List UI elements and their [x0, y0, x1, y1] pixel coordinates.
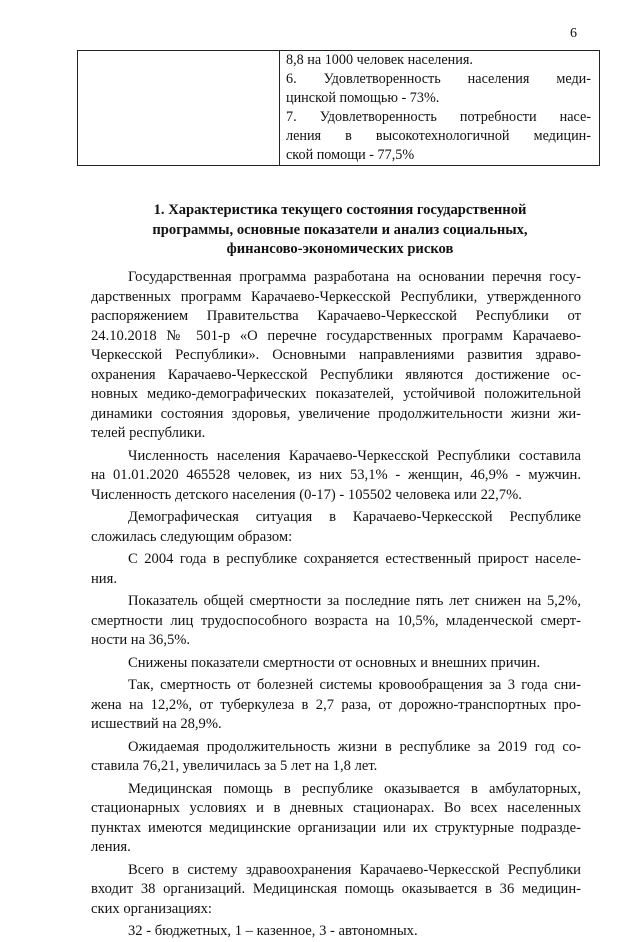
paragraph-line: входит 38 организаций. Медицинская помощь оказывается в 36 медицин-	[91, 881, 581, 897]
paragraph-line: распоряжением Правительства Карачаево-Черкесской Республики от	[91, 308, 581, 324]
paragraph-line: Всего в систему здравоохранения Карачаево-Черкесской Республики	[128, 861, 581, 878]
table-cell-line: 6. Удовлетворенность населения меди-	[286, 71, 591, 87]
paragraph	[91, 508, 581, 547]
paragraph-line: Численность детского населения (0-17) - 105502 человека или 22,7%.	[91, 486, 522, 503]
paragraph-line: Черкесской Республики». Основными направлениями развития здраво-	[91, 347, 581, 363]
paragraph	[91, 738, 581, 777]
section-title-line: программы, основные показатели и анализ социальных,	[152, 221, 528, 238]
continuation-table	[77, 50, 600, 166]
paragraph-line: 24.10.2018 № 501-р «О перечне государственных программ Карачаево-	[91, 327, 581, 344]
paragraph-line: Государственная программа разработана на основании перечня госу-	[128, 269, 581, 285]
body-text	[91, 268, 581, 942]
paragraph-line: на 01.01.2020 465528 человек, из них 53,1% - женщин, 46,9% - мужчин.	[91, 467, 581, 483]
paragraph-line: стационарных условиях и в дневных стационарах. Во всех населенных	[91, 800, 581, 816]
paragraph-line: Ожидаемая продолжительность жизни в республике за 2019 год со-	[128, 738, 581, 755]
paragraph-line: Численность населения Карачаево-Черкесской Республики составила	[128, 447, 581, 464]
paragraph-line: новных медико-демографических показателей, устойчивой положительной	[91, 386, 581, 402]
paragraph-line: охранения Карачаево-Черкесской Республики являются достижение ос-	[91, 366, 581, 383]
page-number: 6	[570, 26, 577, 41]
paragraph	[91, 268, 581, 444]
paragraph-line: Показатель общей смертности за последние пять лет снижен на 5,2%,	[128, 593, 581, 609]
table-cell-line: ской помощи - 77,5%	[286, 147, 415, 163]
paragraph	[91, 447, 581, 506]
paragraph-line: пунктах имеются медицинские организации или их структурные подразде-	[91, 819, 581, 836]
section-title	[100, 201, 580, 260]
paragraph-line: 32 - бюджетных, 1 – казенное, 3 - автономных.	[128, 923, 418, 939]
paragraph	[91, 780, 581, 858]
table-cell-line: ления в высокотехнологичной медицин-	[286, 128, 591, 144]
table-row	[78, 51, 600, 166]
table-cell-line: цинской помощью - 73%.	[286, 90, 440, 106]
paragraph-line: ния.	[91, 570, 117, 587]
table-cell-right	[280, 51, 600, 166]
table-cell-line: 7. Удовлетворенность потребности насе-	[286, 109, 591, 125]
paragraph-line: исшествий на 28,9%.	[91, 716, 222, 732]
table-cell-left	[78, 51, 280, 166]
paragraph	[91, 676, 581, 735]
paragraph	[91, 592, 581, 651]
section-title-line: 1. Характеристика текущего состояния государственной	[153, 202, 527, 218]
section-title-line: финансово-экономических рисков	[226, 241, 454, 257]
paragraph-line: ления.	[91, 839, 131, 855]
paragraph	[91, 550, 581, 589]
paragraph-line: Снижены показатели смертности от основных и внешних причин.	[128, 654, 541, 671]
paragraph-line: ности на 36,5%.	[91, 632, 191, 648]
paragraph-line: смертности лиц трудоспособного возраста на 10,5%, младенческой смерт-	[91, 612, 581, 629]
paragraph-line: С 2004 года в республике сохраняется естественный прирост населе-	[128, 551, 581, 567]
paragraph-line: Медицинская помощь в республике оказывается в амбулаторных,	[128, 780, 581, 797]
table-cell-line: 8,8 на 1000 человек населения.	[286, 52, 473, 68]
paragraph-line: динамики состояния здоровья, увеличение продолжительности жизни жи-	[91, 405, 581, 422]
paragraph	[91, 861, 581, 920]
paragraph-line: жена на 12,2%, от туберкулеза в 2,7 раза, от дорожно-транспортных про-	[91, 696, 581, 713]
paragraph-line: Так, смертность от болезней системы кровообращения за 3 года сни-	[128, 677, 581, 693]
paragraph-line: дарственных программ Карачаево-Черкесской Республики, утвержденного	[91, 288, 581, 305]
paragraph-line: сложилась следующим образом:	[91, 528, 293, 545]
paragraph-line: ставила 76,21, увеличилась за 5 лет на 1,8 лет.	[91, 758, 378, 774]
paragraph-line: ских организациях:	[91, 900, 212, 917]
paragraph-line: телей республики.	[91, 425, 206, 441]
paragraph-line: Демографическая ситуация в Карачаево-Черкесской Республике	[128, 509, 581, 525]
paragraph	[91, 654, 581, 674]
paragraph	[91, 922, 581, 942]
